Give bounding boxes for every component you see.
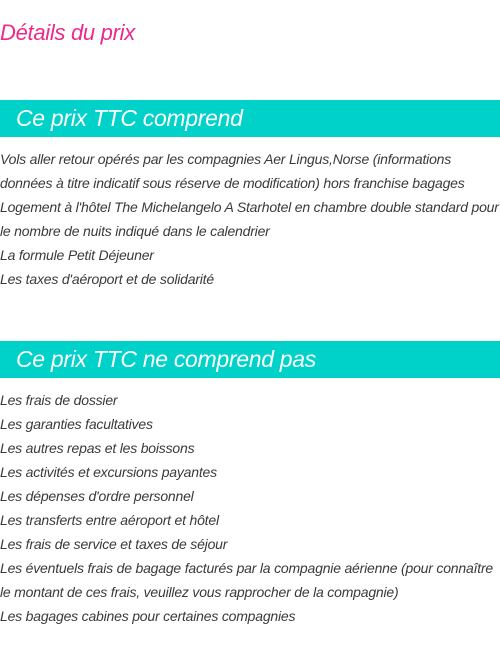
included-item: Les taxes d'aéroport et de solidarité	[0, 271, 214, 287]
excluded-item: Les dépenses d'ordre personnel	[0, 488, 194, 504]
excluded-item: Les éventuels frais de bagage facturés par la compagnie aérienne (pour connaître le montant de ces frais, veuillez vous rapprocher de la compagnie)	[0, 560, 493, 600]
excluded-item: Les frais de dossier	[0, 392, 118, 408]
excluded-item: Les garanties facultatives	[0, 416, 153, 432]
included-section-header: Ce prix TTC comprend	[0, 100, 500, 137]
included-list	[0, 147, 500, 291]
excluded-item: Les frais de service et taxes de séjour	[0, 536, 228, 552]
page-title: Détails du prix	[0, 20, 135, 45]
excluded-list	[0, 388, 500, 628]
included-item: La formule Petit Déjeuner	[0, 247, 154, 263]
excluded-item: Les bagages cabines pour certaines compagnies	[0, 608, 296, 624]
included-item: Logement à l'hôtel The Michelangelo A Starhotel en chambre double standard pour le nombre de nuits indiqué dans le calendrier	[0, 199, 499, 239]
excluded-item: Les autres repas et les boissons	[0, 440, 195, 456]
included-item: Vols aller retour opérés par les compagnies Aer Lingus,Norse (informations données à titre indicatif sous réserve de modification) hors franchise bagages	[0, 151, 465, 191]
excluded-item: Les transferts entre aéroport et hôtel	[0, 512, 219, 528]
excluded-section-header: Ce prix TTC ne comprend pas	[0, 341, 500, 378]
excluded-item: Les activités et excursions payantes	[0, 464, 217, 480]
